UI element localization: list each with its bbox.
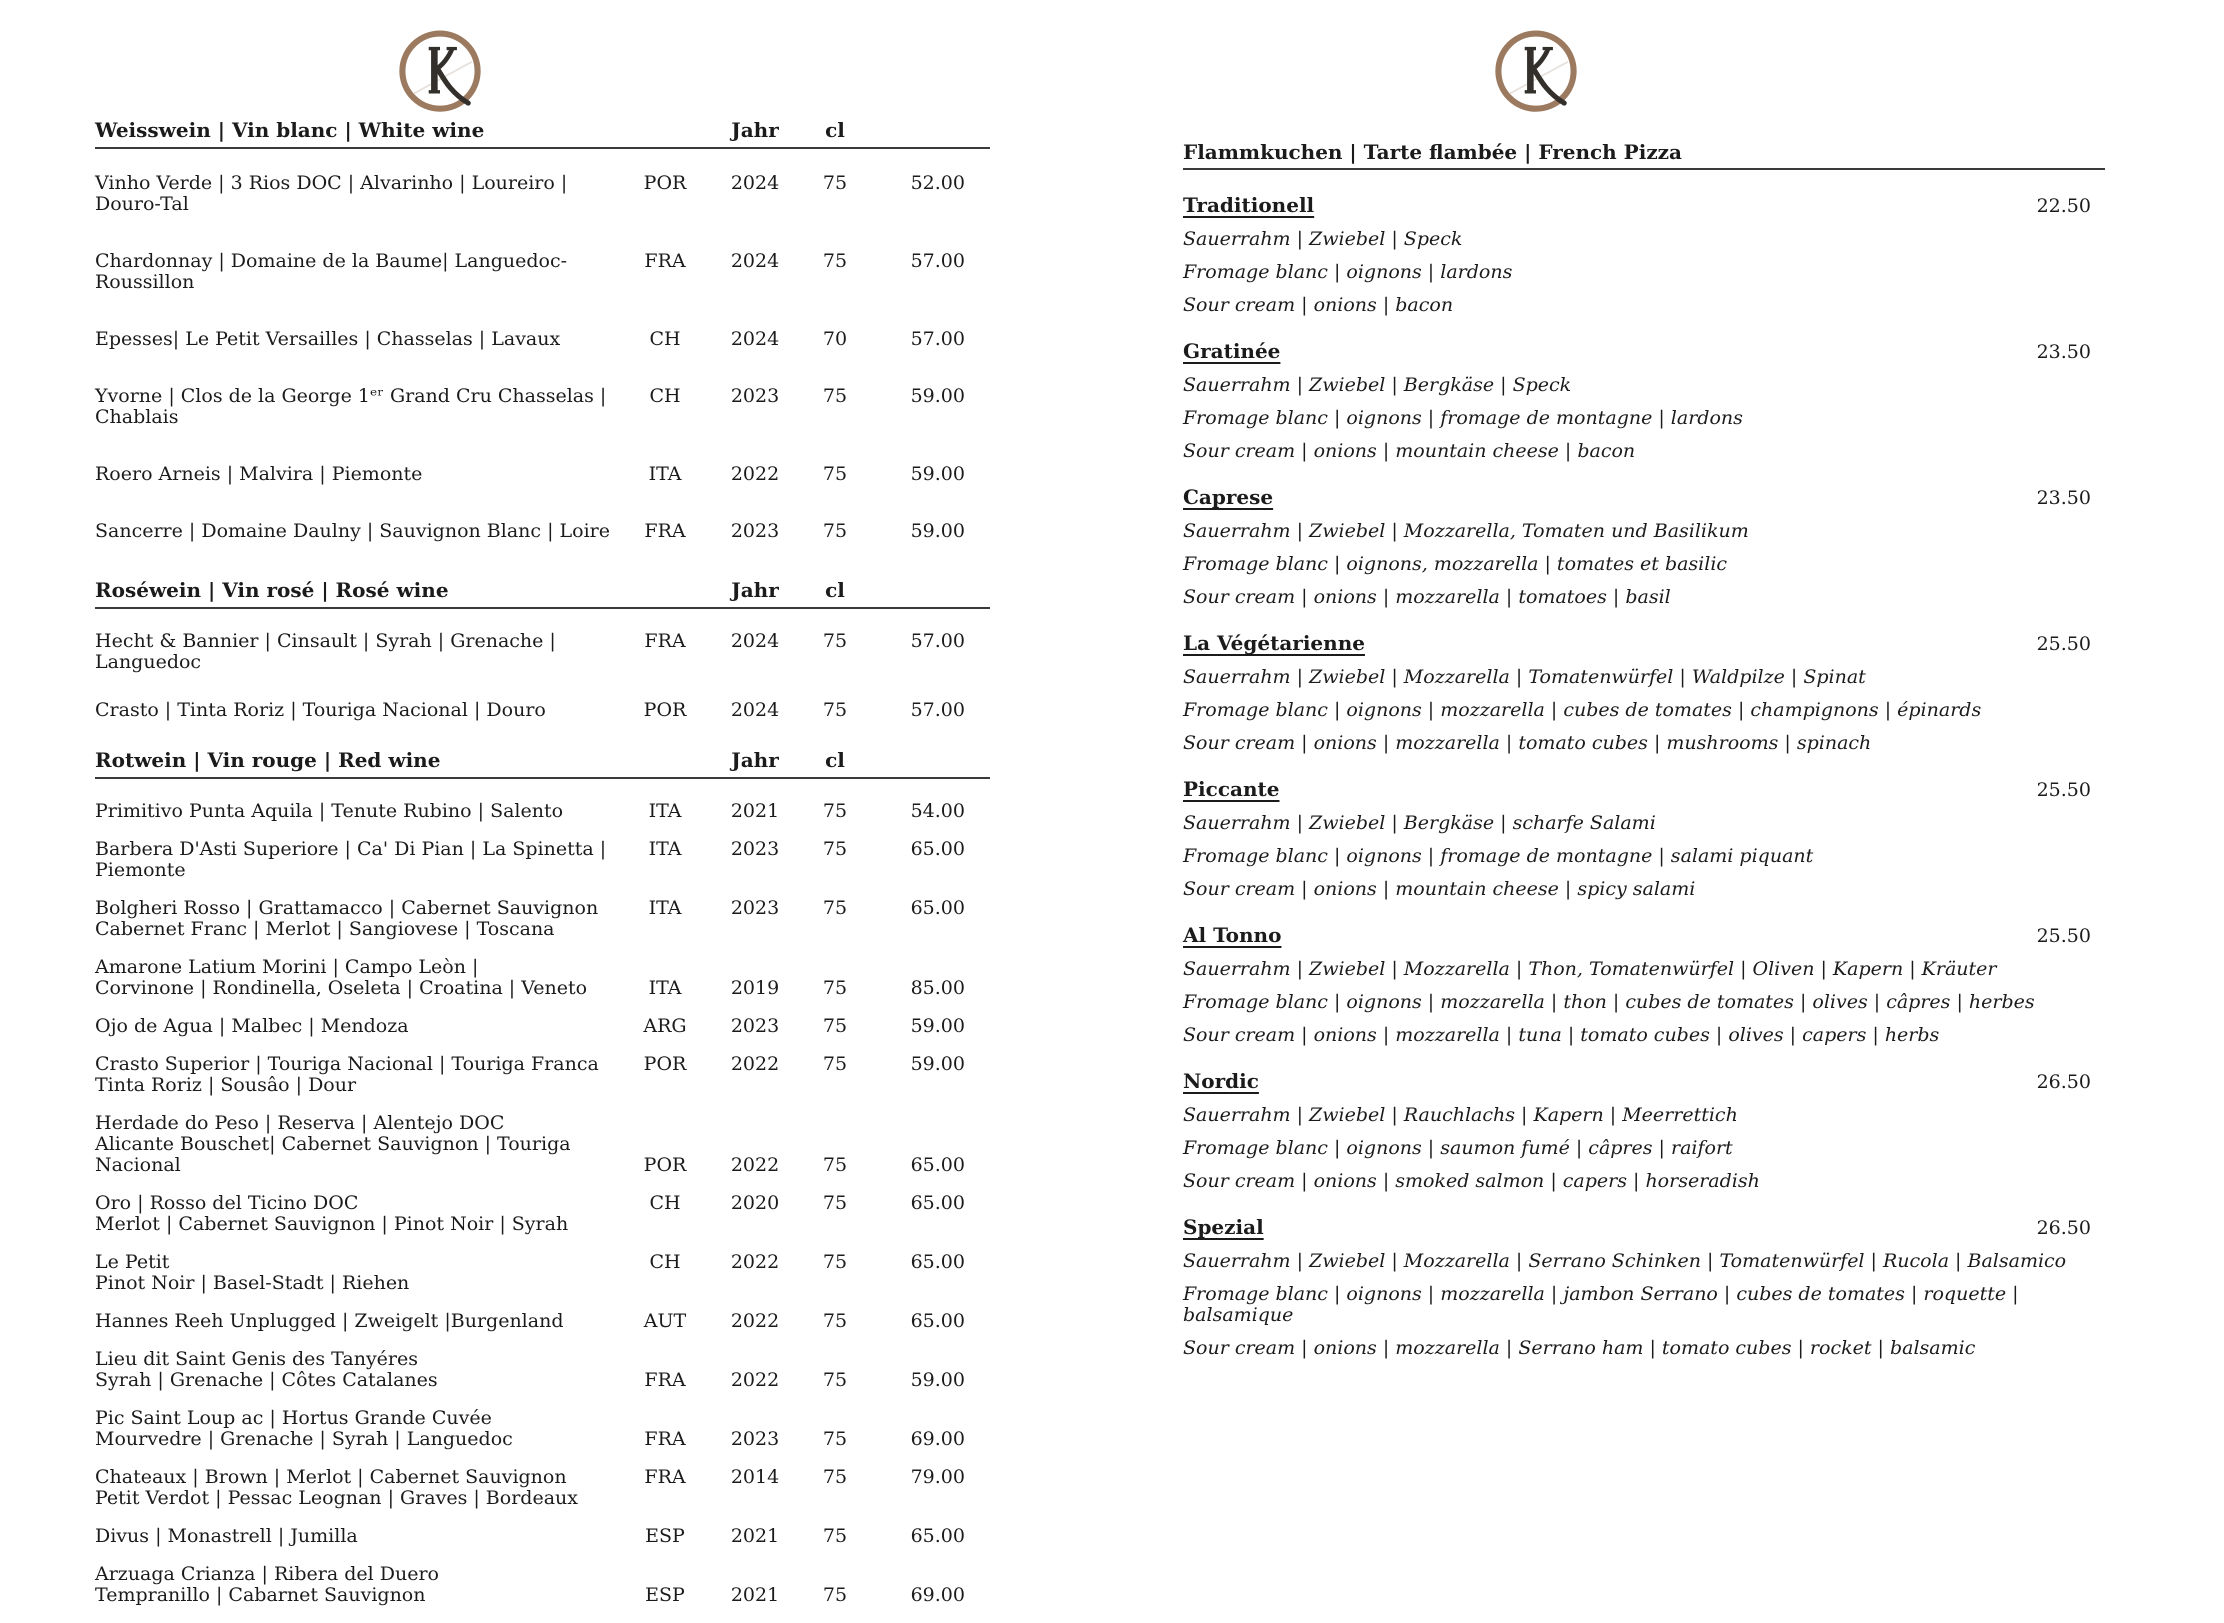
wine-price: 65.00 [910, 1251, 965, 1273]
wine-vintage-year: 2023 [730, 838, 780, 860]
wine-country-code: POR [643, 1053, 687, 1075]
flammkuchen-item [1183, 340, 2105, 462]
wine-name-line: Amarone Latium Morini | Campo Leòn | [95, 956, 479, 978]
wine-section-header [95, 578, 990, 609]
flammkuchen-desc-german: Sauerrahm | Zwiebel | Speck [1183, 228, 1463, 250]
wine-price: 54.00 [910, 800, 965, 822]
wine-name-line: Barbera D'Asti Superiore | Ca' Di Pian | La Spinetta | Piemonte [95, 838, 607, 881]
flammkuchen-desc-french: Fromage blanc | oignons | saumon fumé | câpres | raifort [1183, 1137, 1733, 1159]
wine-name-line: Mourvedre | Grenache | Syrah | Languedoc [95, 1428, 513, 1450]
wine-name [95, 386, 620, 428]
flammkuchen-desc-german: Sauerrahm | Zwiebel | Mozzarella | Serrano Schinken | Tomatenwürfel | Rucola | Balsamico [1183, 1250, 2067, 1272]
wine-country-code: FRA [644, 1428, 686, 1450]
wine-vintage-year: 2022 [730, 1251, 780, 1273]
wine-name [95, 1467, 620, 1509]
flammkuchen-item-name: Caprese [1183, 485, 1274, 509]
wine-volume-cl: 75 [822, 172, 848, 194]
wine-volume-cl: 75 [822, 1428, 848, 1450]
wine-volume-cl: 75 [822, 1053, 848, 1075]
wine-price: 52.00 [910, 172, 965, 194]
wine-vintage-year: 2024 [730, 699, 780, 721]
wine-price: 57.00 [910, 630, 965, 652]
wine-price: 65.00 [910, 1525, 965, 1547]
wine-price: 59.00 [910, 385, 965, 407]
wine-name-line: Pinot Noir | Basel-Stadt | Riehen [95, 1272, 410, 1294]
wine-name [95, 173, 620, 215]
wine-vintage-year: 2024 [730, 172, 780, 194]
wine-name-line: Corvinone | Rondinella, Oseleta | Croatina | Veneto [95, 977, 588, 999]
wine-name-line: Lieu dit Saint Genis des Tanyéres [95, 1348, 418, 1370]
wine-name [95, 464, 620, 485]
wine-name-line: Vinho Verde | 3 Rios DOC | Alvarinho | Loureiro | Douro-Tal [95, 172, 568, 215]
flammkuchen-item-header [1183, 924, 2105, 947]
flammkuchen-item-name: Nordic [1183, 1069, 1259, 1093]
flammkuchen-desc-french: Fromage blanc | oignons | lardons [1183, 261, 1513, 283]
wine-name [95, 700, 620, 721]
wine-country-code: CH [649, 328, 681, 350]
wine-vintage-year: 2024 [730, 630, 780, 652]
wine-volume-cl: 75 [822, 463, 848, 485]
wine-country-code: CH [649, 1251, 681, 1273]
flammkuchen-item [1183, 778, 2105, 900]
wine-price: 59.00 [910, 520, 965, 542]
wine-name-line: Chateaux | Brown | Merlot | Cabernet Sauvignon [95, 1466, 567, 1488]
wine-country-code: FRA [644, 250, 686, 272]
flammkuchen-desc-french: Fromage blanc | oignons | mozzarella | cubes de tomates | champignons | épinards [1183, 699, 1982, 721]
wine-vintage-year: 2023 [730, 385, 780, 407]
wine-name-line: Hecht & Bannier | Cinsault | Syrah | Grenache | Languedoc [95, 630, 556, 673]
wine-row [95, 898, 990, 940]
wine-section-title: Weisswein | Vin blanc | White wine [95, 118, 485, 142]
flammkuchen-desc-french: Fromage blanc | oignons | fromage de montagne | salami piquant [1183, 845, 1814, 867]
wine-volume-cl: 75 [822, 1310, 848, 1332]
wine-rows [95, 173, 990, 542]
wine-volume-cl: 75 [822, 1251, 848, 1273]
wine-vintage-year: 2022 [730, 1310, 780, 1332]
wine-vintage-year: 2024 [730, 250, 780, 272]
flammkuchen-desc-german: Sauerrahm | Zwiebel | Rauchlachs | Kapern | Meerrettich [1183, 1104, 1738, 1126]
wine-volume-cl: 75 [822, 630, 848, 652]
wine-volume-cl: 75 [822, 1584, 848, 1606]
wine-price: 57.00 [910, 328, 965, 350]
wine-name [95, 1054, 620, 1096]
flammkuchen-items [1183, 194, 2105, 1359]
wine-rows [95, 801, 990, 1606]
wine-row [95, 521, 990, 542]
wine-row [95, 1016, 990, 1037]
wine-name-line: Tempranillo | Cabarnet Sauvignon [95, 1584, 426, 1606]
wine-volume-cl: 70 [822, 328, 848, 350]
wine-name-line: Crasto | Tinta Roriz | Touriga Nacional | Douro [95, 699, 546, 721]
wine-vintage-year: 2019 [730, 977, 780, 999]
flammkuchen-item-header [1183, 1070, 2105, 1093]
wine-row [95, 1408, 990, 1450]
flammkuchen-item-price: 23.50 [2036, 341, 2091, 363]
flammkuchen-desc-french: Fromage blanc | oignons | fromage de montagne | lardons [1183, 407, 1743, 429]
wine-section [95, 578, 990, 721]
flammkuchen-item [1183, 194, 2105, 316]
wine-price: 69.00 [910, 1428, 965, 1450]
wine-country-code: POR [643, 172, 687, 194]
wine-name-line: Roero Arneis | Malvira | Piemonte [95, 463, 423, 485]
flammkuchen-desc-german: Sauerrahm | Zwiebel | Bergkäse | scharfe Salami [1183, 812, 1656, 834]
flammkuchen-desc-german: Sauerrahm | Zwiebel | Mozzarella | Thon, Tomatenwürfel | Oliven | Kapern | Kräuter [1183, 958, 1997, 980]
wine-volume-cl: 75 [822, 838, 848, 860]
wine-vintage-year: 2022 [730, 1369, 780, 1391]
wine-country-code: CH [649, 385, 681, 407]
flammkuchen-item-header [1183, 486, 2105, 509]
wine-price: 65.00 [910, 1310, 965, 1332]
wine-volume-cl: 75 [822, 1369, 848, 1391]
wine-volume-cl: 75 [822, 897, 848, 919]
wine-price: 79.00 [910, 1466, 965, 1488]
wine-name-line: Sancerre | Domaine Daulny | Sauvignon Blanc | Loire [95, 520, 610, 542]
column-header-jahr: Jahr [731, 578, 779, 602]
flammkuchen-item-name: Traditionell [1183, 193, 1315, 217]
wine-price: 65.00 [910, 838, 965, 860]
flammkuchen-item [1183, 486, 2105, 608]
wine-row [95, 1054, 990, 1096]
brand-logo [1489, 26, 1583, 120]
wine-price: 65.00 [910, 897, 965, 919]
wine-row [95, 1564, 990, 1606]
flammkuchen-desc-english: Sour cream | onions | mozzarella | tomato cubes | mushrooms | spinach [1183, 732, 1872, 754]
wine-row [95, 631, 990, 673]
wine-name-line: Alicante Bouschet| Cabernet Sauvignon | Touriga Nacional [95, 1133, 571, 1176]
wine-section [95, 748, 990, 1606]
wine-price: 59.00 [910, 1369, 965, 1391]
wine-row [95, 1252, 990, 1294]
wine-name [95, 898, 620, 940]
wine-name [95, 957, 620, 999]
wine-country-code: FRA [644, 630, 686, 652]
wine-name-line: Herdade do Peso | Reserva | Alentejo DOC [95, 1112, 505, 1134]
flammkuchen-item [1183, 632, 2105, 754]
flammkuchen-item-header [1183, 778, 2105, 801]
brand-k-icon [393, 26, 487, 120]
wine-name [95, 1349, 620, 1391]
wine-vintage-year: 2024 [730, 328, 780, 350]
flammkuchen-desc-english: Sour cream | onions | mountain cheese | bacon [1183, 440, 1636, 462]
wine-row [95, 251, 990, 293]
wine-price: 65.00 [910, 1192, 965, 1214]
wine-vintage-year: 2021 [730, 1525, 780, 1547]
wine-price: 59.00 [910, 1015, 965, 1037]
wine-country-code: POR [643, 699, 687, 721]
wine-country-code: CH [649, 1192, 681, 1214]
wine-row [95, 839, 990, 881]
wine-vintage-year: 2022 [730, 463, 780, 485]
wine-name [95, 521, 620, 542]
flammkuchen-item [1183, 1070, 2105, 1192]
flammkuchen-item-header [1183, 1216, 2105, 1239]
wine-country-code: POR [643, 1154, 687, 1176]
column-header-jahr: Jahr [731, 748, 779, 772]
wine-volume-cl: 75 [822, 699, 848, 721]
wine-section-title: Rotwein | Vin rouge | Red wine [95, 748, 441, 772]
wine-vintage-year: 2020 [730, 1192, 780, 1214]
wine-vintage-year: 2014 [730, 1466, 780, 1488]
wine-name-line: Pic Saint Loup ac | Hortus Grande Cuvée [95, 1407, 492, 1429]
wine-name-line: Bolgheri Rosso | Grattamacco | Cabernet Sauvignon [95, 897, 599, 919]
wine-name [95, 251, 620, 293]
wine-name-line: Arzuaga Crianza | Ribera del Duero [95, 1563, 439, 1585]
wine-name-line: Epesses| Le Petit Versailles | Chasselas | Lavaux [95, 328, 561, 350]
wine-row [95, 957, 990, 999]
wine-row [95, 386, 990, 428]
wine-country-code: ITA [648, 463, 682, 485]
wine-name [95, 1113, 620, 1176]
wine-name [95, 1311, 620, 1332]
wine-name-line: Le Petit [95, 1251, 170, 1273]
wine-row [95, 1467, 990, 1509]
wine-name-line: Petit Verdot | Pessac Leognan | Graves | Bordeaux [95, 1487, 578, 1509]
wine-vintage-year: 2023 [730, 520, 780, 542]
wine-country-code: ITA [648, 800, 682, 822]
wine-price: 59.00 [910, 463, 965, 485]
wine-name-line: Hannes Reeh Unplugged | Zweigelt |Burgenland [95, 1310, 564, 1332]
wine-country-code: FRA [644, 1466, 686, 1488]
wine-price: 85.00 [910, 977, 965, 999]
wine-name-line: Oro | Rosso del Ticino DOC [95, 1192, 359, 1214]
wine-volume-cl: 75 [822, 977, 848, 999]
wine-name [95, 1564, 620, 1606]
wine-name-line: Syrah | Grenache | Côtes Catalanes [95, 1369, 438, 1391]
wine-name [95, 1408, 620, 1450]
flammkuchen-desc-german: Sauerrahm | Zwiebel | Bergkäse | Speck [1183, 374, 1572, 396]
wine-volume-cl: 75 [822, 1466, 848, 1488]
wine-vintage-year: 2021 [730, 800, 780, 822]
flammkuchen-item-price: 23.50 [2036, 487, 2091, 509]
wine-name-line: Crasto Superior | Touriga Nacional | Touriga Franca [95, 1053, 599, 1075]
flammkuchen-item-header [1183, 632, 2105, 655]
flammkuchen-desc-english: Sour cream | onions | mozzarella | tomatoes | basil [1183, 586, 1671, 608]
wine-section-title: Roséwein | Vin rosé | Rosé wine [95, 578, 449, 602]
wine-volume-cl: 75 [822, 250, 848, 272]
flammkuchen-item-name: Al Tonno [1183, 923, 1282, 947]
flammkuchen-page [1183, 0, 2105, 1359]
wine-volume-cl: 75 [822, 520, 848, 542]
wine-price: 57.00 [910, 250, 965, 272]
wine-name-line: Divus | Monastrell | Jumilla [95, 1525, 358, 1547]
column-header-cl: cl [825, 748, 845, 772]
wine-vintage-year: 2022 [730, 1053, 780, 1075]
wine-name-line: Ojo de Agua | Malbec | Mendoza [95, 1015, 409, 1037]
wine-name-line: Merlot | Cabernet Sauvignon | Pinot Noir | Syrah [95, 1213, 569, 1235]
wine-name [95, 1016, 620, 1037]
wine-section [95, 118, 990, 542]
flammkuchen-item-name: Gratinée [1183, 339, 1281, 363]
flammkuchen-item-price: 25.50 [2036, 779, 2091, 801]
wine-page [95, 0, 990, 1623]
wine-price: 59.00 [910, 1053, 965, 1075]
wine-name-line: Tinta Roriz | Sousâo | Dour [95, 1074, 357, 1096]
wine-row [95, 1113, 990, 1176]
wine-country-code: ITA [648, 897, 682, 919]
wine-country-code: ITA [648, 977, 682, 999]
brand-logo [393, 26, 487, 120]
wine-volume-cl: 75 [822, 385, 848, 407]
wine-name-line: Chardonnay | Domaine de la Baume| Languedoc-Roussillon [95, 250, 568, 293]
wine-country-code: ITA [648, 838, 682, 860]
flammkuchen-desc-french: Fromage blanc | oignons | mozzarella | thon | cubes de tomates | olives | câpres | herbes [1183, 991, 2035, 1013]
flammkuchen-desc-english: Sour cream | onions | mozzarella | tuna | tomato cubes | olives | capers | herbs [1183, 1024, 1940, 1046]
wine-row [95, 1349, 990, 1391]
wine-volume-cl: 75 [822, 800, 848, 822]
flammkuchen-item-header [1183, 340, 2105, 363]
wine-row [95, 173, 990, 215]
flammkuchen-header [1183, 140, 2105, 170]
flammkuchen-title: Flammkuchen | Tarte flambée | French Pizza [1183, 140, 1682, 164]
wine-volume-cl: 75 [822, 1154, 848, 1176]
wine-row [95, 1311, 990, 1332]
flammkuchen-desc-german: Sauerrahm | Zwiebel | Mozzarella | Tomatenwürfel | Waldpilze | Spinat [1183, 666, 1866, 688]
wine-country-code: FRA [644, 520, 686, 542]
wine-vintage-year: 2023 [730, 1015, 780, 1037]
flammkuchen-item-price: 22.50 [2036, 195, 2091, 217]
flammkuchen-item-price: 26.50 [2036, 1071, 2091, 1093]
flammkuchen-desc-english: Sour cream | onions | mozzarella | Serrano ham | tomato cubes | rocket | balsamic [1183, 1337, 1976, 1359]
wine-name [95, 631, 620, 673]
wine-row [95, 464, 990, 485]
flammkuchen-desc-english: Sour cream | onions | mountain cheese | spicy salami [1183, 878, 1696, 900]
wine-country-code: ESP [645, 1584, 685, 1606]
wine-country-code: AUT [643, 1310, 687, 1332]
wine-row [95, 700, 990, 721]
wine-row [95, 329, 990, 350]
wine-name [95, 839, 620, 881]
flammkuchen-desc-french: Fromage blanc | oignons, mozzarella | tomates et basilic [1183, 553, 1728, 575]
wine-row [95, 801, 990, 822]
wine-vintage-year: 2021 [730, 1584, 780, 1606]
wine-name-line: Primitivo Punta Aquila | Tenute Rubino | Salento [95, 800, 564, 822]
flammkuchen-item-name: Spezial [1183, 1215, 1264, 1239]
wine-volume-cl: 75 [822, 1192, 848, 1214]
wine-name [95, 801, 620, 822]
wine-name [95, 329, 620, 350]
wine-rows [95, 631, 990, 721]
wine-vintage-year: 2023 [730, 1428, 780, 1450]
wine-vintage-year: 2022 [730, 1154, 780, 1176]
flammkuchen-desc-german: Sauerrahm | Zwiebel | Mozzarella, Tomaten und Basilikum [1183, 520, 1749, 542]
flammkuchen-item-price: 26.50 [2036, 1217, 2091, 1239]
flammkuchen-item-price: 25.50 [2036, 633, 2091, 655]
wine-name [95, 1526, 620, 1547]
flammkuchen-item [1183, 1216, 2105, 1359]
column-header-cl: cl [825, 578, 845, 602]
wine-name [95, 1193, 620, 1235]
wine-name-line: Cabernet Franc | Merlot | Sangiovese | Toscana [95, 918, 555, 940]
flammkuchen-item-name: Piccante [1183, 777, 1280, 801]
wine-price: 69.00 [910, 1584, 965, 1606]
wine-sections [95, 118, 990, 1606]
flammkuchen-desc-english: Sour cream | onions | bacon [1183, 294, 1454, 316]
flammkuchen-item-name: La Végétarienne [1183, 631, 1365, 655]
wine-country-code: ESP [645, 1525, 685, 1547]
flammkuchen-item-price: 25.50 [2036, 925, 2091, 947]
brand-k-icon [1489, 26, 1583, 120]
wine-volume-cl: 75 [822, 1015, 848, 1037]
wine-name [95, 1252, 620, 1294]
column-header-jahr: Jahr [731, 118, 779, 142]
wine-country-code: ARG [643, 1015, 687, 1037]
wine-country-code: FRA [644, 1369, 686, 1391]
flammkuchen-desc-english: Sour cream | onions | smoked salmon | capers | horseradish [1183, 1170, 1760, 1192]
flammkuchen-desc-french: Fromage blanc | oignons | mozzarella | jambon Serrano | cubes de tomates | roquette | balsamique [1183, 1283, 2019, 1326]
wine-price: 65.00 [910, 1154, 965, 1176]
column-header-cl: cl [825, 118, 845, 142]
wine-volume-cl: 75 [822, 1525, 848, 1547]
flammkuchen-item-header [1183, 194, 2105, 217]
wine-vintage-year: 2023 [730, 897, 780, 919]
wine-row [95, 1193, 990, 1235]
wine-section-header [95, 118, 990, 149]
wine-name-line: Yvorne | Clos de la George 1ᵉʳ Grand Cru Chasselas | Chablais [95, 385, 607, 428]
wine-section-header [95, 748, 990, 779]
wine-row [95, 1526, 990, 1547]
wine-price: 57.00 [910, 699, 965, 721]
flammkuchen-item [1183, 924, 2105, 1046]
